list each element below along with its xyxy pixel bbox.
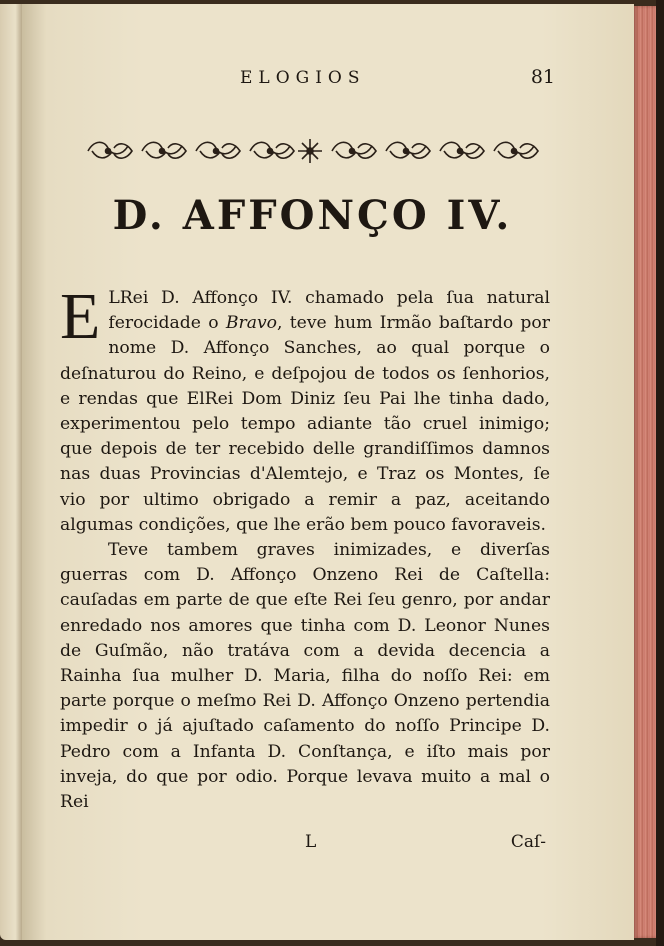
page-footer xyxy=(60,832,550,858)
fleuron-icon xyxy=(386,142,430,158)
running-head: ELOGIOS xyxy=(240,68,366,88)
italic-epithet: Bravo xyxy=(225,313,278,334)
fleuron-band-icon xyxy=(84,136,554,166)
drop-cap: E xyxy=(60,280,101,353)
page-content xyxy=(60,4,565,940)
fleuron-icon xyxy=(440,142,484,158)
page-title: D. AFFONÇO IV. xyxy=(112,192,513,239)
fleuron-icon xyxy=(332,142,376,158)
page-header xyxy=(60,68,565,92)
page-edges xyxy=(634,6,656,938)
binding-shadow xyxy=(656,0,664,946)
paragraph-text: , teve hum Irmão baſtardo por nome D. Affonço Sanches, ao qual porque o deſnaturou do Reino, e deſpojou de todos os ſenhorios, e rendas que ElRei Dom Diniz ſeu Pai lhe tinha dado, experimentou pelo tempo adiante tão cruel inimigo; que depois de ter recebido delle grandiſſimos damnos nas duas Provincias d'Alemtejo, e Traz os Montes, ſe vio por ultimo obrigado a remir a paz, aceitando algumas condições, que lhe erão bem pouco favoraveis. xyxy=(60,313,550,535)
book-page xyxy=(22,4,634,940)
signature-mark: L xyxy=(305,832,317,852)
fleuron-icon xyxy=(88,142,132,158)
fleuron-icon xyxy=(142,142,186,158)
paragraph: Teve tambem graves inimizades, e diverſas guerras com D. Affonço Onzeno Rei de Caſtella: cauſadas em parte de que eſte Rei ſeu genro, por andar enredado nos amores que tinha com D. Leonor Nunes de Guſmão, não tratáva com a devida decencia a Rainha ſua mulher D. Maria, filha do noſſo Rei: em parte porque o meſmo Rei D. Affonço Onzeno pertendia impedir o já ajuſtado caſamento do noſſo Principe D. Pedro com a Infanta D. Conſtança, e iſto mais por inveja, do que por odio. Porque levava muito a mal o Rei xyxy=(60,540,550,813)
catchword: Caſ- xyxy=(510,832,546,852)
page-number: 81 xyxy=(530,66,555,88)
left-page-edge xyxy=(0,4,22,940)
paragraph xyxy=(60,280,550,538)
body-text xyxy=(60,280,550,815)
star-ornament-icon xyxy=(298,139,322,163)
paragraph-text: LRei D. Affonço IV. chamado pela ſua natural ferocidade o xyxy=(108,288,550,334)
fleuron-icon xyxy=(494,142,538,158)
fleuron-icon xyxy=(196,142,240,158)
fleuron-icon xyxy=(250,142,294,158)
